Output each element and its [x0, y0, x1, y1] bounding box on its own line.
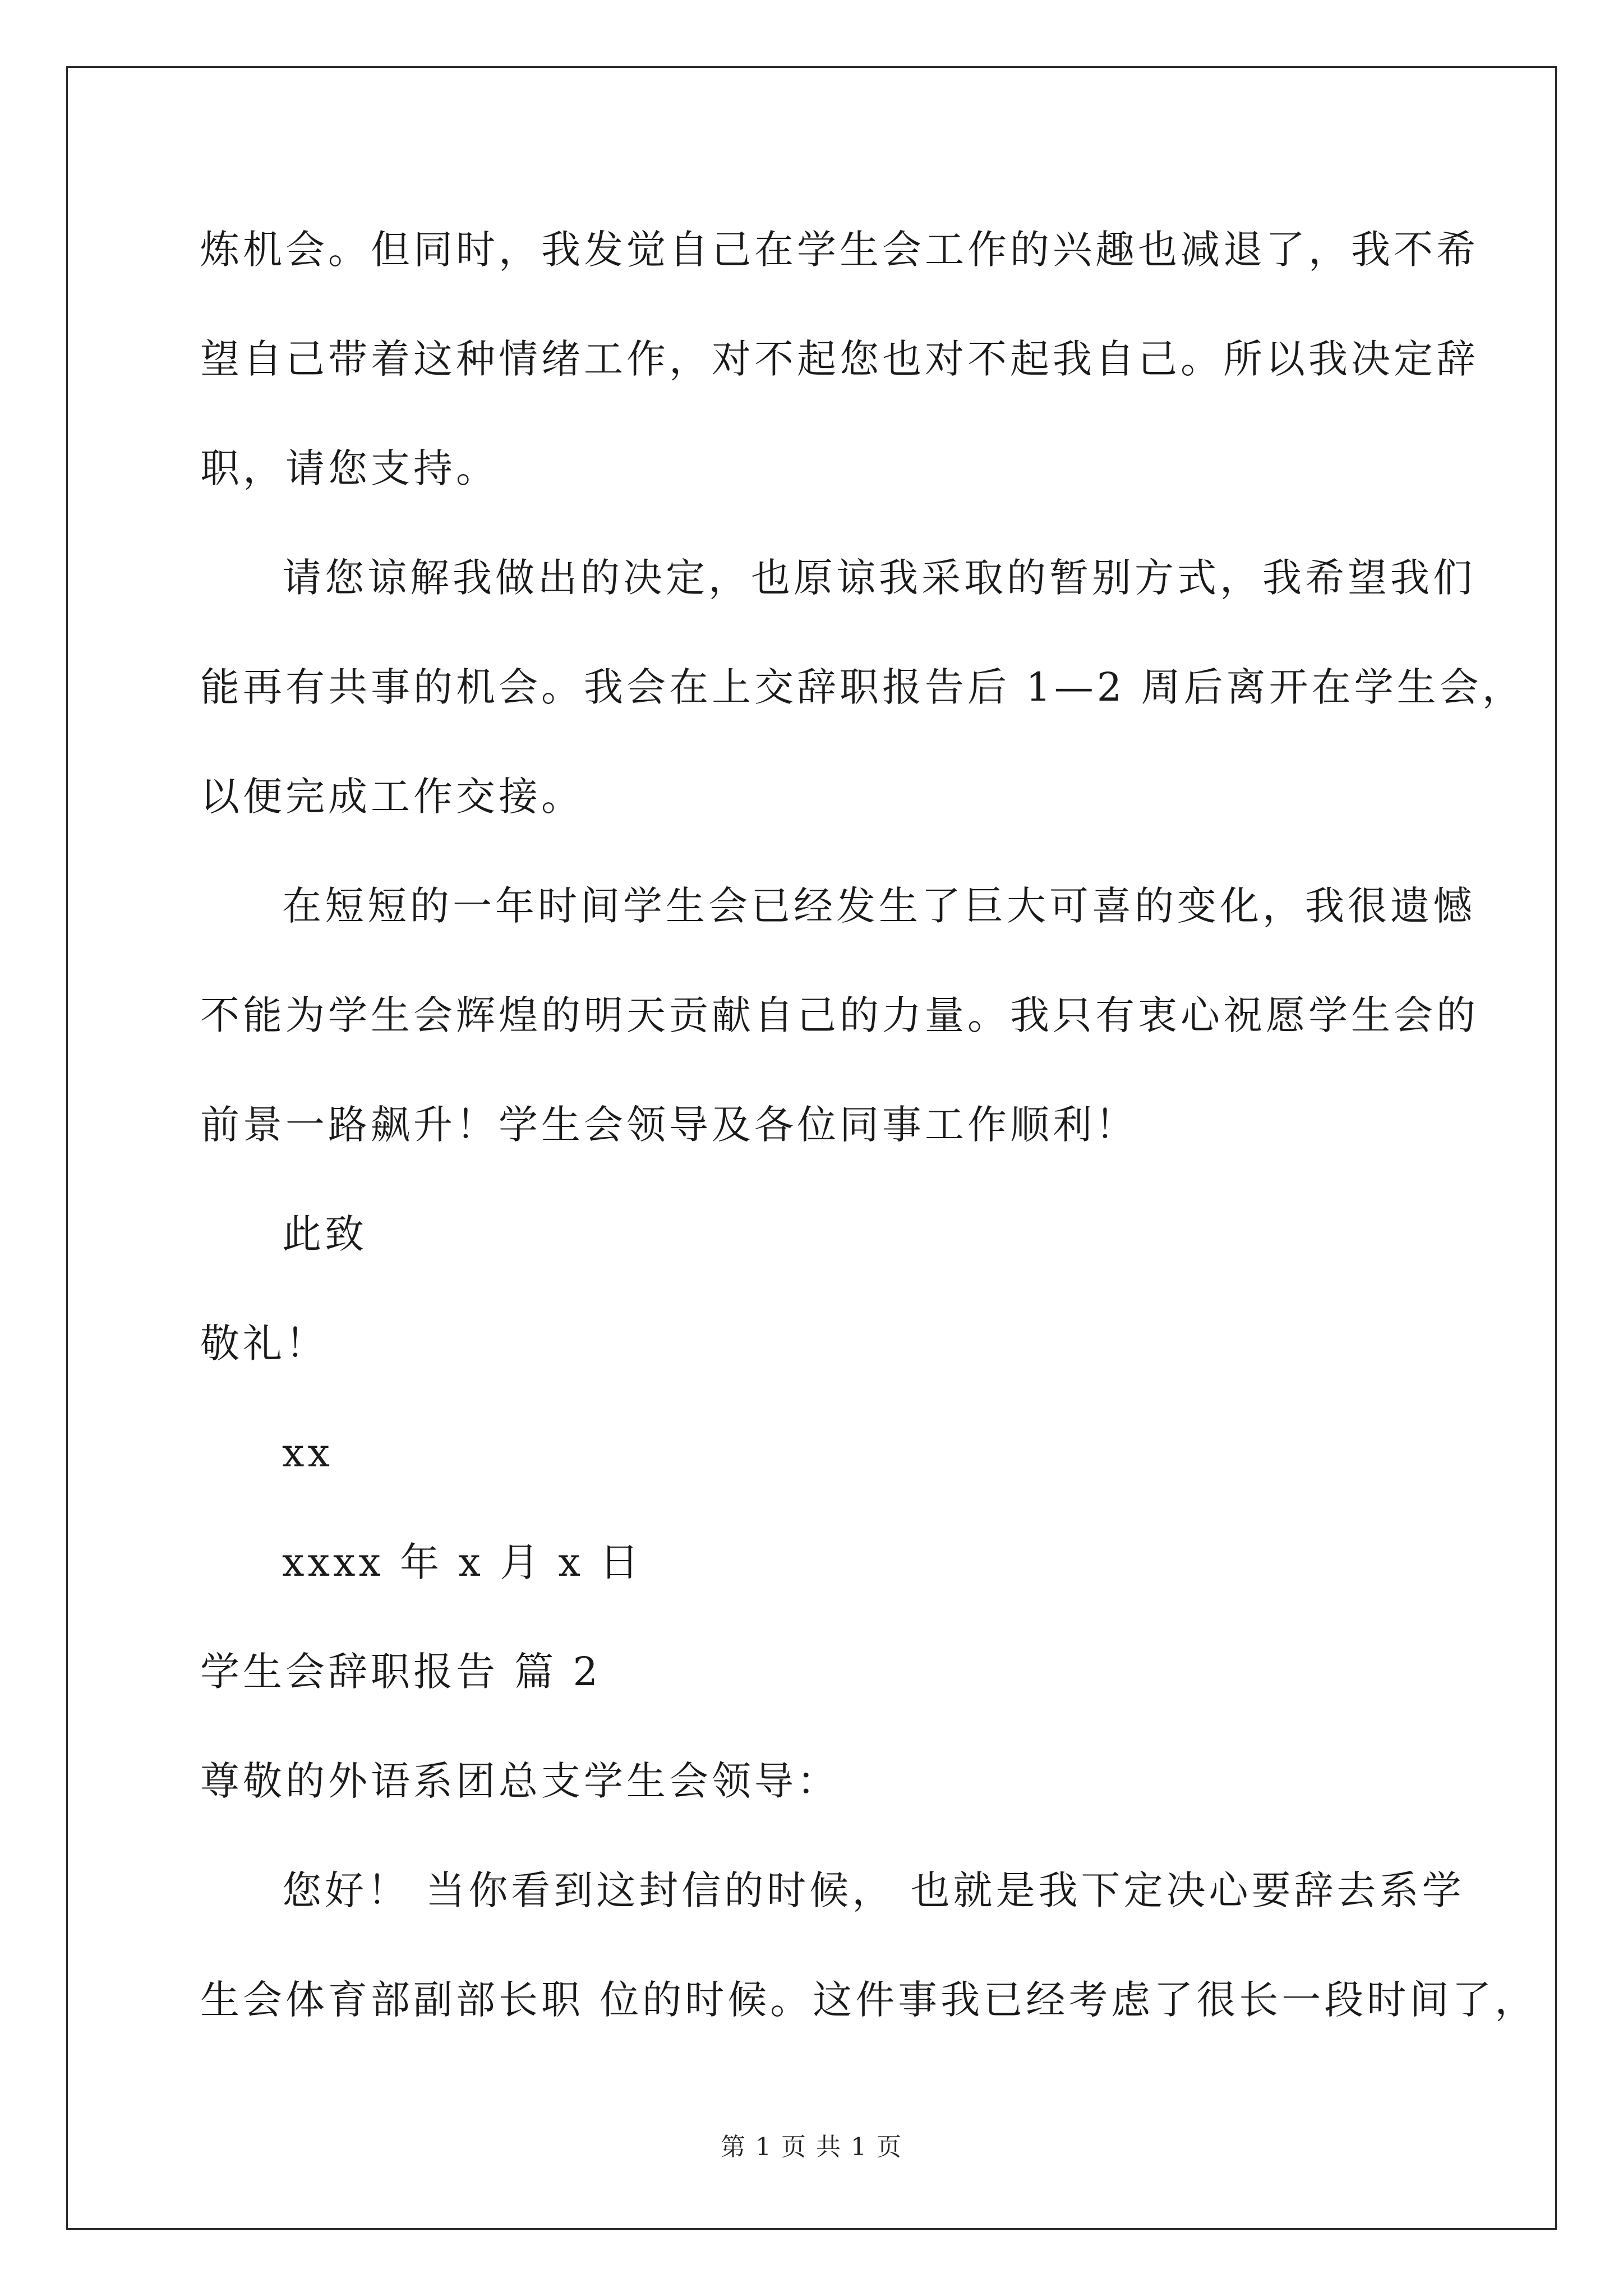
text-line: 能再有共事的机会。我会在上交辞职报告后 1—2 周后离开在学生会，	[200, 664, 1525, 710]
page-footer: 第 1 页 共 1 页	[721, 2133, 902, 2161]
section-heading: 学生会辞职报告 篇 2	[200, 1649, 602, 1695]
text-line: 您好！ 当你看到这封信的时候， 也就是我下定决心要辞去系学	[282, 1867, 1465, 1913]
text-line: 在短短的一年时间学生会已经发生了巨大可喜的变化，我很遗憾	[282, 883, 1476, 929]
text-line: 此致	[282, 1211, 367, 1257]
signature-name: xx	[282, 1430, 333, 1476]
text-line: 敬礼！	[200, 1320, 328, 1366]
text-line: 炼机会。但同时，我发觉自己在学生会工作的兴趣也减退了，我不希	[200, 227, 1479, 273]
text-line: 请您谅解我做出的决定，也原谅我采取的暂别方式，我希望我们	[282, 555, 1476, 601]
text-line: 生会体育部副部长职 位的时候。这件事我已经考虑了很长一段时间了，	[200, 1977, 1538, 2023]
text-line: 职，请您支持。	[200, 445, 499, 491]
text-line: 以便完成工作交接。	[200, 774, 584, 820]
signature-date: xxxx 年 x 月 x 日	[282, 1539, 643, 1585]
text-line: 前景一路飙升！学生会领导及各位同事工作顺利！	[200, 1102, 1138, 1148]
salutation: 尊敬的外语系团总支学生会领导：	[200, 1758, 840, 1804]
text-line: 不能为学生会辉煌的明天贡献自己的力量。我只有衷心祝愿学生会的	[200, 992, 1479, 1038]
text-line: 望自己带着这种情绪工作，对不起您也对不起我自己。所以我决定辞	[200, 336, 1479, 382]
